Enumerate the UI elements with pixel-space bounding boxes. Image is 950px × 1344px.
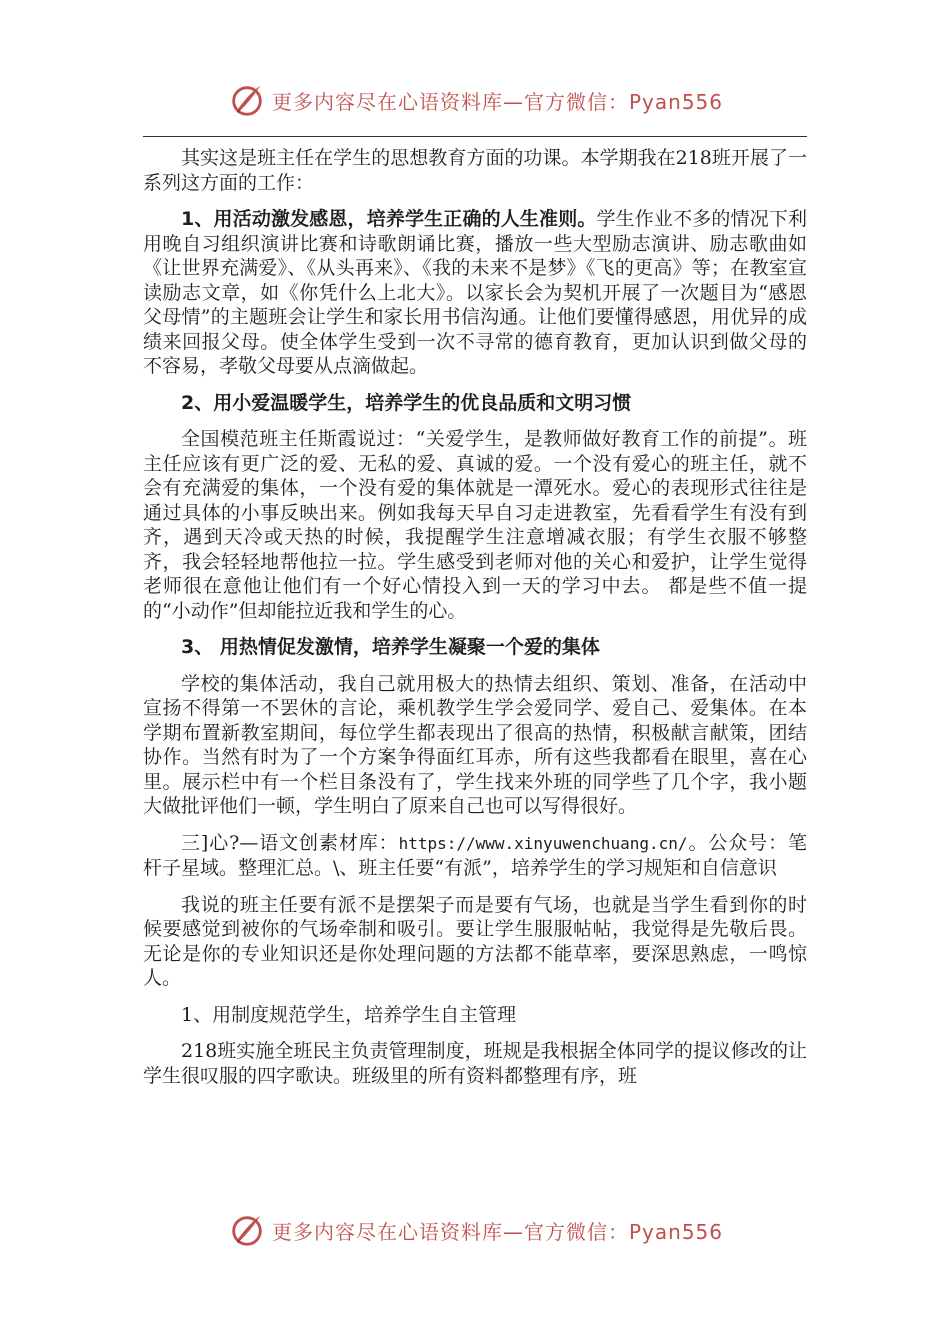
paragraph-activity bbox=[143, 207, 807, 379]
document-body bbox=[143, 146, 807, 1100]
source-note-suffix: 。公众号：笔杆子星域。整理汇总。\、班主任要“有派”，培养学生的学习规矩和自信意识 bbox=[143, 831, 807, 879]
source-url-link[interactable]: https://www.xinyuwenchuang.cn/ bbox=[398, 833, 688, 853]
brush-logo-icon bbox=[228, 81, 266, 119]
paragraph-passion: 学校的集体活动，我自己就用极大的热情去组织、策划、准备，在活动中宣扬不得第一不罢休的言论，乘机教学生学会爱同学、爱自己、爱集体。在本学期布置新教室期间，每位学生都表现出了很高的热情，积极献言献策，团结协作。当然有时为了一个方案争得面红耳赤，所有这些我都看在眼里，喜在心里。展示栏中有一个栏目条没有了，学生找来外班的同学些了几个字，我小题大做批评他们一顿，学生明白了原来自己也可以写得很好。 bbox=[143, 672, 807, 817]
paragraph-activity-text: 学生作业不多的情况下利用晚自习组织演讲比赛和诗歌朗诵比赛，播放一些大型励志演讲、励志歌曲如《让世界充满爱》、《从头再来》、《我的未来不是梦》《飞的更高》等；在教室宣读励志文章，如《你凭什么上北大》。以家长会为契机开展了一次题目为“感恩父母情”的主题班会让学生和家长用书信沟通。让他们要懂得感恩，用优异的成绩来回报父母。使全体学生受到一次不寻常的德育教育，更加认识到做父母的不容易，孝敬父母要从点滴做起。 bbox=[143, 208, 807, 377]
header-banner-text: 更多内容尽在心语资料库—官方微信：Pyan556 bbox=[272, 89, 724, 114]
section-heading-3: 3、 用热情促发激情，培养学生凝聚一个爱的集体 bbox=[181, 636, 600, 658]
header-divider bbox=[143, 136, 807, 137]
header-banner bbox=[0, 78, 950, 122]
paragraph-intro: 其实这是班主任在学生的思想教育方面的功课。本学期我在218班开展了一系列这方面的工作： bbox=[143, 147, 807, 194]
paragraph-presence: 我说的班主任要有派不是摆架子而是要有气场，也就是当学生看到你的时候要感觉到被你的气场牵制和吸引。要让学生服服帖帖，我觉得是先敬后畏。无论是你的专业知识还是你处理问题的方法都不能草率，要深思熟虑，一鸣惊人。 bbox=[143, 893, 807, 989]
footer-banner bbox=[0, 1208, 950, 1252]
footer-banner-text: 更多内容尽在心语资料库—官方微信：Pyan556 bbox=[272, 1219, 724, 1244]
section-heading-1: 1、用活动激发感恩，培养学生正确的人生准则。 bbox=[181, 208, 597, 230]
source-note-prefix: 三]心?—语文创素材库： bbox=[181, 831, 399, 854]
paragraph-system: 218班实施全班民主负责管理制度，班规是我根据全体同学的提议修改的让学生很叹服的四字歌诀。班级里的所有资料都整理有序，班 bbox=[143, 1040, 807, 1087]
paragraph-source-note bbox=[143, 831, 807, 881]
paragraph-love: 全国模范班主任斯霞说过：“关爱学生，是教师做好教育工作的前提”。班主任应该有更广泛的爱、无私的爱、真诚的爱。一个没有爱心的班主任，就不会有充满爱的集体，一个没有爱的集体就是一潭死水。爱心的表现形式往往是通过具体的小事反映出来。例如我每天早自习走进教室，先看看学生有没有到齐，遇到天冷或天热的时候，我提醒学生注意增减衣服；有学生衣服不够整齐，我会轻轻地帮他拉一拉。学生感受到老师对他的关心和爱护，让学生觉得老师很在意他让他们有一个好心情投入到一天的学习中去。 都是些不值一提的“小动作”但却能拉近我和学生的心。 bbox=[143, 428, 807, 622]
brush-logo-icon bbox=[228, 1211, 266, 1249]
subheading-system: 1、用制度规范学生，培养学生自主管理 bbox=[181, 1003, 517, 1026]
section-heading-2: 2、用小爱温暖学生，培养学生的优良品质和文明习惯 bbox=[181, 391, 632, 414]
